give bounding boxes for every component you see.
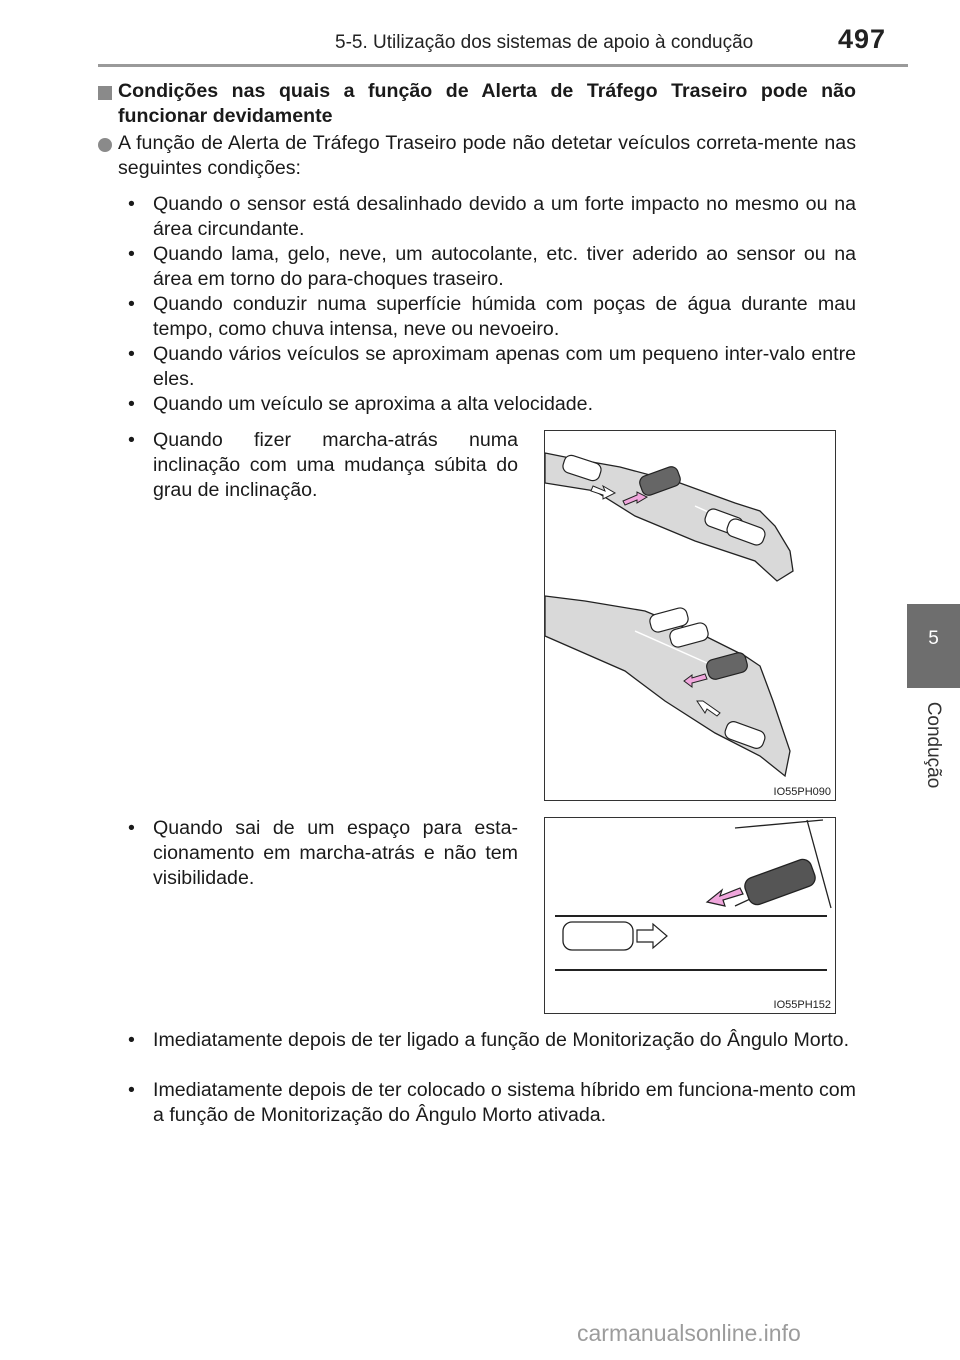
- chapter-number: 5: [928, 628, 939, 649]
- figure-code: IO55PH152: [773, 999, 831, 1011]
- intro-circle-marker: [98, 138, 112, 152]
- intro-paragraph: A função de Alerta de Tráfego Traseiro pode não detetar veículos correta-mente nas seguintes condições:: [118, 132, 856, 179]
- list-item: • Quando sai de um espaço para esta-cionamento em marcha-atrás e não tem visibilidade.: [128, 817, 518, 889]
- figure-code: IO55PH090: [773, 786, 831, 798]
- list-item: • Quando um veículo se aproxima a alta velocidade.: [128, 393, 594, 415]
- watermark: carmanualsonline.info: [577, 1320, 801, 1346]
- page-number: 497: [838, 24, 887, 54]
- list-item: • Quando o sensor está desalinhado devido a um forte impacto no mesmo ou na área circundante.: [128, 193, 856, 240]
- list-item: • Imediatamente depois de ter ligado a função de Monitorização do Ângulo Morto.: [128, 1029, 850, 1051]
- heading-square-marker: [98, 86, 112, 100]
- list-item: • Quando lama, gelo, neve, um autocolante, etc. tiver aderido ao sensor ou na área em torno do para-choques traseiro.: [128, 243, 856, 290]
- parking-figure: [544, 817, 836, 1014]
- list-item: • Quando conduzir numa superfície húmida com poças de água durante mau tempo, como chuva intensa, neve ou nevoeiro.: [128, 293, 856, 340]
- header-rule: [98, 64, 908, 67]
- chapter-tab: [907, 604, 960, 688]
- list-item: • Quando fizer marcha-atrás numa inclinação com uma mudança súbita do grau de inclinação.: [128, 429, 518, 501]
- chapter-label: Condução: [923, 701, 944, 789]
- slope-figure: [544, 430, 836, 801]
- section-heading: Condições nas quais a função de Alerta de Tráfego Traseiro pode não funcionar devidamente: [118, 80, 856, 127]
- list-item: • Imediatamente depois de ter colocado o sistema híbrido em funciona-mento com a função de Monitorização do Ângulo Morto ativada.: [128, 1079, 856, 1126]
- list-item: • Quando vários veículos se aproximam apenas com um pequeno inter-valo entre eles.: [128, 343, 856, 390]
- running-header-title: 5-5. Utilização dos sistemas de apoio à condução: [335, 32, 754, 53]
